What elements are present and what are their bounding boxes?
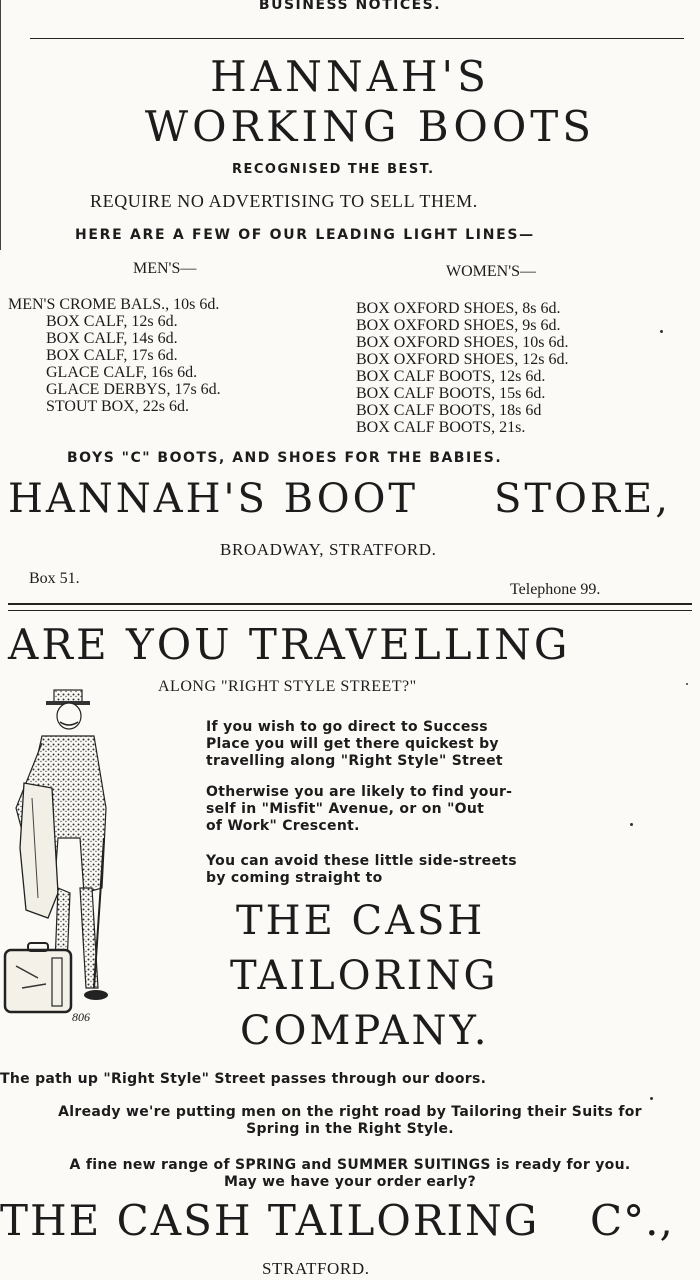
ad-divider-thin	[8, 610, 692, 611]
boots-subline: REQUIRE NO ADVERTISING TO SELL THEM.	[90, 191, 478, 211]
print-speck	[630, 823, 633, 826]
mens-item: BOX CALF, 12s 6d.	[46, 313, 178, 330]
tailor-paragraph-2	[206, 784, 512, 835]
tailor-paragraph-3	[206, 853, 517, 887]
boots-intro: HERE ARE A FEW OF OUR LEADING LIGHT LINES—	[75, 227, 535, 243]
gentleman-illustration	[2, 688, 124, 1033]
boots-title-line2: WORKING BOOTS	[144, 102, 596, 151]
paragraph-line: by coming straight to	[206, 870, 383, 886]
footer-company-co: C°.,	[590, 1196, 674, 1245]
boots-tagline: RECOGNISED THE BEST.	[232, 162, 435, 177]
left-margin-rule	[0, 0, 1, 250]
tailor-headline: ARE YOU TRAVELLING	[8, 620, 571, 669]
boys-line: BOYS "C" BOOTS, AND SHOES FOR THE BABIES.	[67, 450, 503, 466]
paragraph-line: Otherwise you are likely to find your-	[206, 784, 513, 800]
womens-item: BOX OXFORD SHOES, 9s 6d.	[356, 317, 561, 334]
womens-item: BOX OXFORD SHOES, 8s 6d.	[356, 300, 561, 317]
tailor-body-1	[0, 1071, 486, 1088]
header-rule	[30, 38, 684, 39]
tailor-body-2	[0, 1104, 700, 1138]
womens-item: BOX CALF BOOTS, 21s.	[356, 419, 526, 436]
illustration-mark: 806	[72, 1010, 90, 1024]
print-speck	[686, 683, 688, 685]
paragraph-line: If you wish to go direct to Success	[206, 719, 488, 735]
print-speck	[650, 1097, 653, 1100]
store-address: BROADWAY, STRATFORD.	[220, 540, 437, 559]
womens-item: BOX CALF BOOTS, 12s 6d.	[356, 368, 546, 385]
paragraph-line: self in "Misfit" Avenue, or on "Out	[206, 801, 485, 817]
company-line-2: TAILORING	[230, 953, 499, 999]
company-line-1: THE CASH	[236, 898, 486, 944]
tailor-paragraph-1	[206, 719, 503, 770]
print-speck	[660, 330, 663, 333]
paragraph-line: Already we're putting men on the right road by Tailoring their Suits for	[58, 1104, 642, 1120]
store-name-right: STORE,	[494, 476, 671, 522]
paragraph-line: Place you will get there quickest by	[206, 736, 499, 752]
tailor-subheadline: ALONG "RIGHT STYLE STREET?"	[158, 678, 417, 695]
footer-company-name: THE CASH TAILORING	[0, 1196, 540, 1245]
tailor-body-3	[0, 1157, 700, 1191]
mens-item: BOX CALF, 17s 6d.	[46, 347, 178, 364]
paragraph-line: May we have your order early?	[223, 1174, 477, 1190]
store-box: Box 51.	[29, 570, 80, 587]
paragraph-line: travelling along "Right Style" Street	[206, 753, 503, 769]
womens-item: BOX CALF BOOTS, 15s 6d.	[356, 385, 546, 402]
boots-title-line1: HANNAH'S	[210, 52, 490, 101]
womens-item: BOX OXFORD SHOES, 10s 6d.	[356, 334, 569, 351]
footer-town: STRATFORD.	[262, 1259, 370, 1278]
paragraph-line: of Work" Crescent.	[206, 818, 360, 834]
paragraph-line: You can avoid these little side-streets	[206, 853, 517, 869]
mens-heading: MEN'S—	[133, 260, 197, 277]
mens-item: MEN'S CROME BALS., 10s 6d.	[8, 296, 220, 313]
mens-item: BOX CALF, 14s 6d.	[46, 330, 178, 347]
ad-divider-thick	[8, 603, 692, 605]
store-telephone: Telephone 99.	[510, 581, 601, 598]
womens-heading: WOMEN'S—	[446, 263, 536, 280]
womens-item: BOX OXFORD SHOES, 12s 6d.	[356, 351, 569, 368]
section-header: BUSINESS NOTICES.	[258, 0, 442, 13]
store-name-left: HANNAH'S BOOT	[8, 476, 419, 522]
womens-price-list	[356, 300, 568, 436]
mens-item: GLACE CALF, 16s 6d.	[46, 364, 198, 381]
mens-price-list	[8, 296, 221, 415]
paragraph-line: The path up "Right Style" Street passes through our doors.	[0, 1071, 487, 1087]
paragraph-line: Spring in the Right Style.	[246, 1121, 454, 1137]
company-line-3: COMPANY.	[240, 1008, 490, 1054]
womens-item: BOX CALF BOOTS, 18s 6d	[356, 402, 542, 419]
paragraph-line: A fine new range of SPRING and SUMMER SUITINGS is ready for you.	[69, 1157, 631, 1173]
mens-item: GLACE DERBYS, 17s 6d.	[46, 381, 221, 398]
mens-item: STOUT BOX, 22s 6d.	[46, 398, 189, 415]
